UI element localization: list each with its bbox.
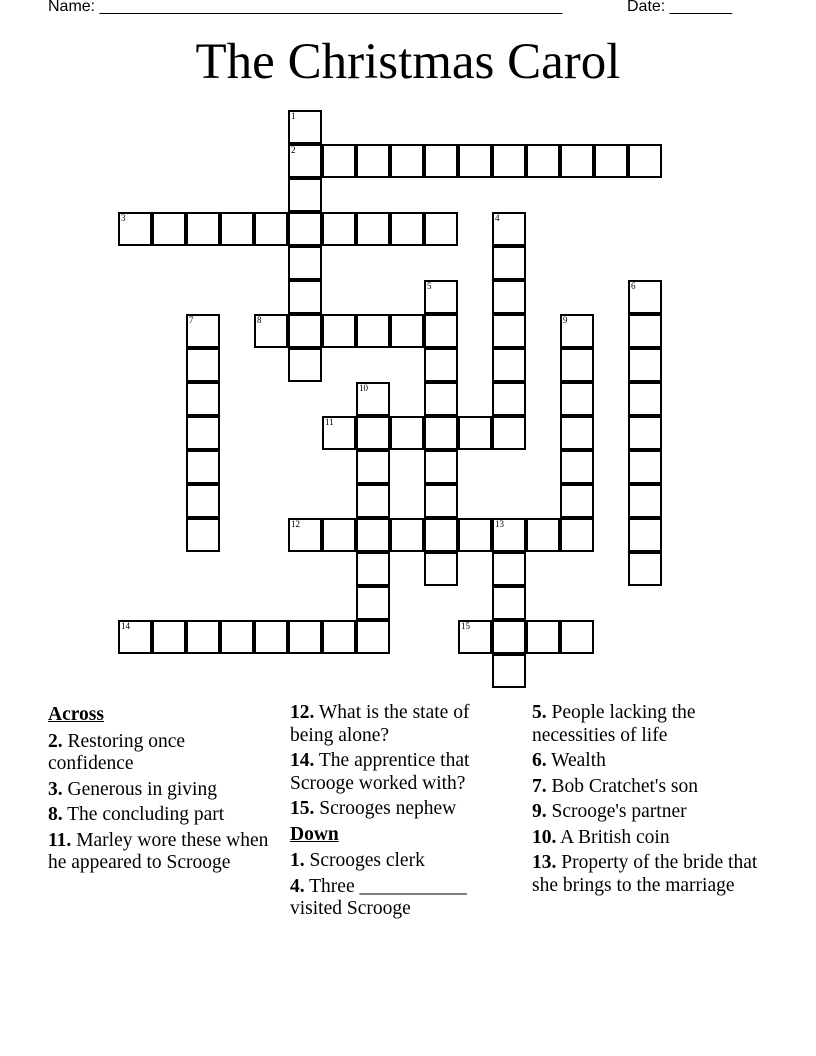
grid-cell[interactable] <box>628 314 662 348</box>
grid-cell[interactable] <box>526 620 560 654</box>
grid-cell[interactable] <box>390 212 424 246</box>
grid-cell[interactable] <box>628 348 662 382</box>
grid-cell[interactable] <box>492 416 526 450</box>
grid-cell[interactable] <box>458 620 492 654</box>
clue-item-number: 14. <box>290 750 315 771</box>
grid-cell[interactable] <box>424 552 458 586</box>
grid-cell[interactable] <box>322 518 356 552</box>
grid-cell[interactable] <box>356 314 390 348</box>
grid-cell[interactable] <box>560 450 594 484</box>
clue-item-text: People lacking the necessities of life <box>532 702 696 746</box>
grid-cell[interactable] <box>356 518 390 552</box>
clue-item <box>290 702 515 747</box>
grid-cell[interactable] <box>628 382 662 416</box>
grid-cell[interactable] <box>356 212 390 246</box>
grid-cell[interactable] <box>424 348 458 382</box>
clue-item-number: 11. <box>48 829 72 851</box>
clue-number: 13 <box>495 519 504 529</box>
clue-number: 15 <box>461 621 470 631</box>
clue-item <box>532 801 762 824</box>
clue-number: 12 <box>291 519 300 529</box>
clue-number: 9 <box>563 315 568 325</box>
clue-item-text: Three ___________ visited Scrooge <box>290 875 467 919</box>
grid-cell[interactable] <box>186 450 220 484</box>
grid-cell[interactable] <box>356 552 390 586</box>
grid-cell[interactable] <box>186 382 220 416</box>
grid-cell[interactable] <box>526 518 560 552</box>
grid-cell[interactable] <box>288 246 322 280</box>
grid-cell[interactable] <box>560 144 594 178</box>
grid-cell[interactable] <box>322 144 356 178</box>
grid-cell[interactable] <box>322 416 356 450</box>
grid-cell[interactable] <box>492 654 526 688</box>
grid-cell[interactable] <box>118 620 152 654</box>
clue-item-text: Generous in giving <box>62 778 217 800</box>
clue-item <box>48 731 273 776</box>
grid-cell[interactable] <box>492 620 526 654</box>
clue-number: 6 <box>631 281 636 291</box>
grid-cell[interactable] <box>152 212 186 246</box>
grid-cell[interactable] <box>356 484 390 518</box>
grid-cell[interactable] <box>288 280 322 314</box>
grid-cell[interactable] <box>560 382 594 416</box>
clue-number: 10 <box>359 383 368 393</box>
grid-cell[interactable] <box>560 348 594 382</box>
grid-cell[interactable] <box>458 518 492 552</box>
grid-cell[interactable] <box>628 144 662 178</box>
clue-item-number: 15. <box>290 798 315 819</box>
grid-cell[interactable] <box>424 518 458 552</box>
clue-item <box>290 798 515 821</box>
grid-cell[interactable] <box>254 620 288 654</box>
clue-item-text: The concluding part <box>62 804 225 825</box>
clue-number: 1 <box>291 111 296 121</box>
puzzle-title: The Christmas Carol <box>195 34 621 90</box>
clue-number: 14 <box>121 621 130 631</box>
grid-cell[interactable] <box>492 348 526 382</box>
grid-cell[interactable] <box>152 620 186 654</box>
clue-item-text: Bob Cratchet's son <box>546 775 698 797</box>
grid-cell[interactable] <box>356 620 390 654</box>
clue-item-text: What is the state of being alone? <box>290 702 470 746</box>
clue-item-number: 7. <box>532 775 547 797</box>
clue-item-text: Restoring once confidence <box>48 730 186 774</box>
clue-item-number: 10. <box>532 826 557 848</box>
grid-cell[interactable] <box>186 212 220 246</box>
grid-cell[interactable] <box>424 280 458 314</box>
down-heading: Down <box>290 823 339 845</box>
clue-item-number: 9. <box>532 801 547 822</box>
grid-cell[interactable] <box>390 416 424 450</box>
clues-column-3 <box>532 702 762 900</box>
grid-cell[interactable] <box>288 620 322 654</box>
clue-item-number: 2. <box>48 730 63 752</box>
grid-cell[interactable] <box>424 450 458 484</box>
clue-item <box>532 776 762 799</box>
clue-number: 4 <box>495 213 500 223</box>
clue-item-text: Marley wore these when he appeared to Scrooge <box>48 829 269 873</box>
clue-item <box>290 876 515 921</box>
clue-item-number: 13. <box>532 852 557 873</box>
clue-item-text: Property of the bride that she brings to the marriage <box>532 852 758 896</box>
grid-cell[interactable] <box>288 144 322 178</box>
grid-cell[interactable] <box>288 212 322 246</box>
grid-cell[interactable] <box>254 212 288 246</box>
grid-cell[interactable] <box>220 212 254 246</box>
across-heading: Across <box>48 704 104 725</box>
grid-cell[interactable] <box>186 484 220 518</box>
grid-cell[interactable] <box>628 450 662 484</box>
grid-cell[interactable] <box>492 144 526 178</box>
grid-cell[interactable] <box>560 620 594 654</box>
grid-cell[interactable] <box>186 314 220 348</box>
clue-item <box>290 750 515 795</box>
grid-cell[interactable] <box>356 144 390 178</box>
grid-cell[interactable] <box>288 110 322 144</box>
grid-cell[interactable] <box>628 552 662 586</box>
clue-item-number: 12. <box>290 702 315 723</box>
clue-item <box>48 804 273 827</box>
clue-item <box>48 779 273 802</box>
grid-cell[interactable] <box>628 280 662 314</box>
grid-cell[interactable] <box>458 416 492 450</box>
clue-number: 5 <box>427 281 432 291</box>
grid-cell[interactable] <box>492 212 526 246</box>
grid-cell[interactable] <box>118 212 152 246</box>
grid-cell[interactable] <box>254 314 288 348</box>
grid-cell[interactable] <box>628 416 662 450</box>
grid-cell[interactable] <box>186 348 220 382</box>
grid-cell[interactable] <box>492 382 526 416</box>
date-field-label: Date: _______ <box>627 0 732 15</box>
grid-cell[interactable] <box>390 518 424 552</box>
grid-cell[interactable] <box>220 620 254 654</box>
grid-cell[interactable] <box>390 314 424 348</box>
grid-cell[interactable] <box>186 416 220 450</box>
clues-column-2 <box>290 702 515 924</box>
grid-cell[interactable] <box>492 518 526 552</box>
clue-item-text: Scrooges clerk <box>304 850 425 871</box>
down-clue-list-continued <box>532 702 762 897</box>
grid-cell[interactable] <box>424 382 458 416</box>
clue-item-text: Wealth <box>546 750 606 771</box>
clue-number: 11 <box>325 417 334 427</box>
grid-cell[interactable] <box>288 314 322 348</box>
clue-item <box>48 830 273 875</box>
grid-cell[interactable] <box>492 314 526 348</box>
grid-cell[interactable] <box>356 416 390 450</box>
grid-cell[interactable] <box>492 552 526 586</box>
grid-cell[interactable] <box>424 144 458 178</box>
grid-cell[interactable] <box>526 144 560 178</box>
grid-cell[interactable] <box>322 212 356 246</box>
across-clue-list-continued <box>290 702 515 821</box>
clue-item-text: A British coin <box>556 826 670 848</box>
grid-cell[interactable] <box>560 484 594 518</box>
grid-cell[interactable] <box>288 348 322 382</box>
clue-number: 2 <box>291 145 296 155</box>
clue-item-text: Scrooges nephew <box>314 798 457 819</box>
clue-item <box>532 750 762 773</box>
grid-cell[interactable] <box>288 178 322 212</box>
clue-item <box>532 852 762 897</box>
grid-cell[interactable] <box>424 484 458 518</box>
grid-cell[interactable] <box>560 518 594 552</box>
grid-cell[interactable] <box>628 518 662 552</box>
clue-item <box>290 850 515 873</box>
clue-item-number: 1. <box>290 850 305 871</box>
grid-cell[interactable] <box>356 382 390 416</box>
clue-item-text: Scrooge's partner <box>546 801 687 822</box>
grid-cell[interactable] <box>390 144 424 178</box>
grid-cell[interactable] <box>560 314 594 348</box>
clues-column-1 <box>48 702 273 878</box>
clue-item-number: 8. <box>48 804 63 825</box>
clue-item-number: 6. <box>532 750 547 771</box>
clue-item <box>532 827 762 850</box>
clue-item-text: The apprentice that Scrooge worked with? <box>290 750 470 794</box>
grid-cell[interactable] <box>424 212 458 246</box>
clue-item <box>532 702 762 747</box>
grid-cell[interactable] <box>322 314 356 348</box>
clue-number: 7 <box>189 315 194 325</box>
across-clue-list <box>48 731 273 875</box>
clue-item-number: 5. <box>532 702 547 723</box>
grid-cell[interactable] <box>492 246 526 280</box>
down-clue-list <box>290 850 515 921</box>
grid-cell[interactable] <box>492 280 526 314</box>
clue-item-number: 3. <box>48 778 63 800</box>
grid-cell[interactable] <box>492 586 526 620</box>
grid-cell[interactable] <box>458 144 492 178</box>
clue-item-number: 4. <box>290 875 305 897</box>
grid-cell[interactable] <box>356 450 390 484</box>
clue-number: 3 <box>121 213 126 223</box>
grid-cell[interactable] <box>186 620 220 654</box>
clue-number: 8 <box>257 315 262 325</box>
grid-cell[interactable] <box>288 518 322 552</box>
grid-cell[interactable] <box>186 518 220 552</box>
name-field-label: Name: ____________________________________________________ <box>48 0 563 15</box>
grid-cell[interactable] <box>628 484 662 518</box>
grid-cell[interactable] <box>594 144 628 178</box>
grid-cell[interactable] <box>424 416 458 450</box>
grid-cell[interactable] <box>322 620 356 654</box>
grid-cell[interactable] <box>356 586 390 620</box>
grid-cell[interactable] <box>560 416 594 450</box>
grid-cell[interactable] <box>424 314 458 348</box>
